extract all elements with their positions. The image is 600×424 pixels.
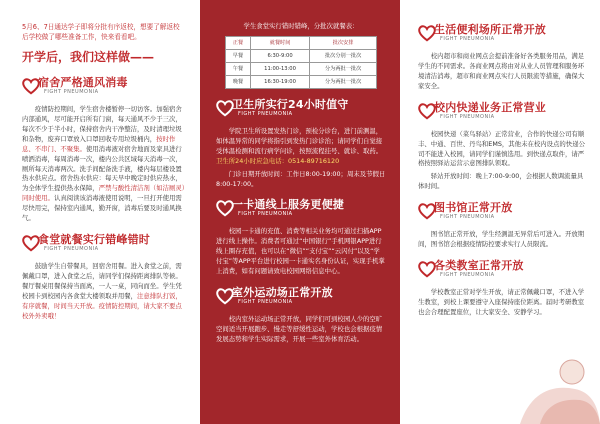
clinic-title: 卫生所实行24小时值守 bbox=[232, 97, 349, 111]
decorative-illustration bbox=[480, 334, 600, 424]
classroom-title: 各类教室正常开放 bbox=[434, 259, 524, 273]
table-row bbox=[226, 75, 377, 88]
table-cell: 午餐 bbox=[226, 62, 251, 75]
table-cell: 16:30-19:00 bbox=[250, 75, 309, 88]
card-title: 一卡通线上服务更便捷 bbox=[232, 198, 344, 212]
shops-body: 校内超市和商业网点会提前准备好各类服务用品，满足学生的不同需求。各商业网点将由对从业人员管理和服务环境清洁消毒，超市和商业网点实行人员限流等措施，确保大家安全。 bbox=[418, 52, 585, 90]
express-subtitle: FIGHT PNEUMONIA bbox=[440, 113, 495, 120]
sports-title: 室外运动场正常开放 bbox=[232, 286, 333, 300]
section-title: 开学后，我们这样做—— bbox=[22, 50, 155, 65]
express-header bbox=[418, 100, 586, 126]
table-cell: 11:00-13:00 bbox=[250, 62, 309, 75]
table-cell: 6:30-9:00 bbox=[250, 49, 309, 62]
table-header-cell: 批次安排 bbox=[310, 36, 377, 49]
shops-title: 生活便利场所正常开放 bbox=[434, 23, 546, 36]
clinic-body: 学院卫生所设置发热门诊，预检分诊台，进门前测温，如体温异常的同学将指引到发热门诊诊治；请同学们自觉接受体温检测和流行病学问诊，按照流程挂号、就诊、取药。卫生所24小时应急电话：0514-89716120 bbox=[216, 126, 383, 165]
dorm-body-red2: 严禁与酸性清洁剂（如洁厕灵）同时使用。 bbox=[22, 184, 185, 203]
sports-subtitle: FIGHT PNEUMONIA bbox=[238, 299, 293, 306]
canteen-header bbox=[22, 232, 186, 258]
library-title: 图书馆正常开放 bbox=[434, 201, 513, 215]
library-header bbox=[418, 200, 586, 226]
clinic-hours: 门诊日期开放时间：工作日8:00-19:00；周末及节假日8:00-17:00。 bbox=[216, 169, 386, 188]
classroom-header bbox=[418, 258, 586, 284]
dorm-subtitle: FIGHT PNEUMONIA bbox=[44, 89, 99, 96]
card-header bbox=[216, 197, 386, 223]
canteen-title: 食堂就餐实行错峰错时 bbox=[38, 233, 150, 247]
table-header-row bbox=[226, 36, 377, 49]
dorm-body-red: 按时作息、不串门、不聚集。 bbox=[22, 134, 176, 153]
middle-panel bbox=[200, 0, 400, 424]
left-panel bbox=[0, 0, 200, 424]
table-cell: 分为两批一批次 bbox=[310, 75, 377, 88]
canteen-body-red: 注意排队打饭，有序就餐，时间当天开放。疫情防控期间，请大家不要点校外外卖哦！ bbox=[22, 291, 182, 320]
table-header-cell: 就餐时间 bbox=[250, 36, 309, 49]
card-body: 校园一卡通的充值、消费等相关业务均可通过扫描APP进行线上操作。消费者可通过“中国银行”手机网银APP进行线上圈存充值，也可以在“微信”“支付宝”“云闪付”以及“学付宝”等APP平台进行校园一卡通实名身份认证，实现手机掌上消费，如有问题请致电校园网络信息中心。 bbox=[216, 227, 385, 276]
table-cell: 晚餐 bbox=[226, 75, 251, 88]
shops-subtitle: FIGHT PNEUMONIA bbox=[440, 36, 495, 42]
dorm-title: 宿舍严格通风消毒 bbox=[38, 76, 128, 90]
meal-schedule-table bbox=[225, 36, 377, 89]
table-cell: 早餐 bbox=[226, 49, 251, 62]
clinic-subtitle: FIGHT PNEUMONIA bbox=[238, 110, 293, 117]
dorm-body: 疫情防控期间，学生宿舍楼暂停一切访客。加强宿舍内部通风，尽可能开启所有门窗，每天通风不少于三次，每次不少于半小时，保持宿舍内干净整洁，及时清理垃圾和杂物，废弃口罩放入口罩回收专用垃圾桶内，按时作息、不串门、不聚集。使用消毒液对宿舍地面及家具进行喷洒消毒，每周消毒一次，楼内公共区域每天消毒一次，厕所每天消毒两次。洗手间配备洗手液，楼内每层楼设置热水供应点。宿舍热水供应：每天早中晚定时供应热水，为全体学生提供热水保障，严禁与酸性清洁剂（如洁厕灵）同时使用。认真阅读该消毒液使用说明，一旦打开使用需尽快用完，保持室内通风，勤开窗，消毒后要及时通风换气。 bbox=[22, 105, 185, 223]
right-panel bbox=[400, 0, 600, 424]
table-row bbox=[226, 49, 377, 62]
card-subtitle: FIGHT PNEUMONIA bbox=[238, 211, 293, 218]
sports-body: 校内室外运动场正常开放，同学们可到校园人少的空旷空间适当开展跑步、慢走等舒缓性运动，学校也会根据疫情发展态势和学生实际需求，开展一些室外体育活动。 bbox=[216, 315, 383, 343]
table-cell: 批次分别一批次 bbox=[310, 49, 377, 62]
table-row bbox=[226, 62, 377, 75]
express-title: 校内快递业务正常营业 bbox=[434, 100, 546, 114]
clinic-header bbox=[216, 97, 386, 123]
intro-text: 5月6、7日通达学子即将分批有序返校，想要了解返校后学校做了哪些准备工作，快来看看吧。 bbox=[22, 23, 180, 42]
dorm-header bbox=[22, 75, 186, 101]
express-hours: 驿站开放时间：晚上7:00-9:00，会根据人数调流量具体时间。 bbox=[418, 172, 584, 191]
library-subtitle: FIGHT PNEUMONIA bbox=[440, 214, 495, 221]
meal-table-title: 学生食堂实行错时错峰，分批次就餐表： bbox=[243, 22, 359, 30]
canteen-subtitle: FIGHT PNEUMONIA bbox=[44, 246, 99, 253]
canteen-body: 鼓励学生自带餐具，回宿舍用餐。进入食堂之前，需佩戴口罩，进入食堂之后，请同学们保持距离排队等候。餐厅餐桌用餐保持当面离，一人一桌，同向而坐。学生凭校园卡到校园内各食堂大楼领取并用餐，注意排队打饭，有序就餐，时间当天开放。疫情防控期间，请大家不要点校外外卖哦！ bbox=[22, 262, 182, 320]
table-cell: 分为两批一批次 bbox=[310, 62, 377, 75]
classroom-subtitle: FIGHT PNEUMONIA bbox=[440, 272, 495, 279]
library-body: 图书馆正常开放，学生经测温无异常后可进入。开放期间，图书馆会根据疫情防控要求实行人员限流。 bbox=[418, 230, 585, 249]
sports-header bbox=[216, 285, 386, 311]
table-header-cell: 正餐 bbox=[226, 36, 251, 49]
express-body: 校园快递（菜鸟驿站）正常营业，合作的快递公司有顺丰、中通、百世、丹鸟和EMS，其他未在校内设点的快递公司不能进入校园，请同学们谨慎选用。到快递点取件，请严格按照驿站运营示意图排队领取。 bbox=[418, 129, 585, 168]
shops-header bbox=[418, 22, 586, 48]
clinic-phone: 卫生所24小时应急电话：0514-89716120 bbox=[216, 156, 340, 165]
classroom-body: 学校教室正常对学生开放，请正常佩戴口罩，不进入学生教室，到校上课要遵守入座保持座位距离。届时考研教室也会合理配置座位，让大家安全、安静学习。 bbox=[418, 288, 585, 316]
